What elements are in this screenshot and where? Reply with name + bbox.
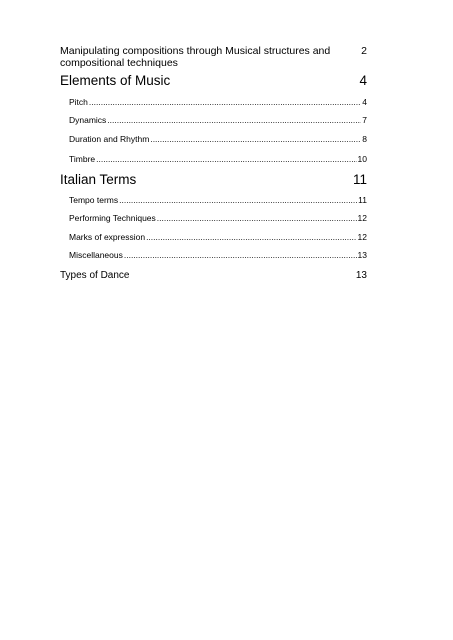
toc-entry-page: 11 [352,172,367,187]
toc-leader-dots [150,134,361,144]
toc-entry-pitch[interactable] [69,97,367,107]
toc-entry-title: Pitch [69,97,88,107]
toc-entry-page: 7 [362,115,367,125]
toc-entry-page: 12 [357,232,367,242]
toc-leader-dots [96,154,356,164]
toc-entry-page: 4 [362,97,367,107]
toc-entry-dynamics[interactable] [69,115,367,125]
toc-entry-elements-of-music[interactable] [60,73,367,89]
toc-entry-miscellaneous[interactable] [69,250,367,260]
toc-entry-page: 12 [357,213,367,223]
toc-leader-dots [146,232,356,242]
toc-leader-dots [124,250,357,260]
toc-entry-page: 2 [361,45,367,57]
toc-entry-title: Marks of expression [69,232,146,242]
toc-entry-title: Miscellaneous [69,250,123,260]
toc-leader-dots [119,195,357,205]
toc-entry-page: 13 [357,250,367,260]
toc-entry-title: Performing Techniques [69,213,156,223]
toc-entry-duration-and-rhythm[interactable] [69,134,367,144]
toc-entry-italian-terms[interactable] [60,172,367,188]
toc-entry-title: Types of Dance [60,270,130,281]
toc-entry-page: 13 [355,270,367,281]
toc-entry-marks-of-expression[interactable] [69,232,367,242]
toc-entry-performing-techniques[interactable] [69,213,367,223]
toc-entry-title: Dynamics [69,115,107,125]
toc-entry-title: Duration and Rhythm [69,134,150,144]
toc-entry-tempo-terms[interactable] [69,195,367,205]
toc-entry-title: Tempo terms [69,195,119,205]
toc-entry-manipulating-compositions[interactable] [60,45,367,69]
toc-entry-title: Elements of Music [60,73,171,88]
toc-entry-title: Timbre [69,154,96,164]
toc-leader-dots [157,213,357,223]
toc-entry-page: 4 [359,73,367,88]
toc-entry-title: Italian Terms [60,172,137,187]
toc-leader-dots [89,97,361,107]
toc-entry-page: 8 [362,134,367,144]
toc-entry-timbre[interactable] [69,154,367,164]
toc-entry-page: 11 [358,195,367,205]
toc-entry-page: 10 [357,154,367,164]
toc-entry-types-of-dance[interactable] [60,270,367,282]
toc-leader-dots [107,115,361,125]
toc-entry-title: Manipulating compositions through Musical structures and compositional techniques [60,45,331,69]
